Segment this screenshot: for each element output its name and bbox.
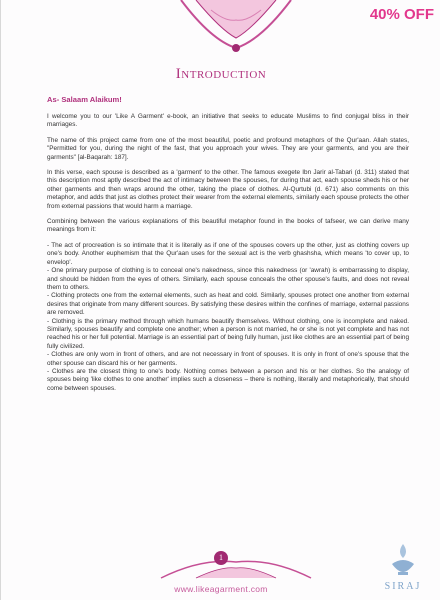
bullet-item: - One primary purpose of clothing is to conceal one's nakedness, since this nakedness (or 'awrah) is embarrassing to display, and should be hidden from the eyes of others. Similarly, each spouse conceals the other spouse's faults, and does not reveal them to others. xyxy=(47,267,409,291)
lamp-icon xyxy=(388,542,418,576)
paragraph: The name of this project came from one of the most beautiful, poetic and profound metaphors of the Qur'aan. Allah states, "Permitted for you, during the night of the fast, that you approach your wives. They are your garments, and you are their garments" [al-Baqarah: 187]. xyxy=(47,136,409,161)
watermark-text: SIRAJ xyxy=(384,581,422,592)
page-number: 1 xyxy=(214,551,228,565)
floral-ornament-bottom xyxy=(151,548,321,582)
page-title: Introduction xyxy=(175,66,267,82)
bullet-item: - The act of procreation is so intimate that it is literally as if one of the spouses covers up the other, just as clothing covers up one's body. Another euphemism that the Qur'aan uses for the sexual act is the verb ghashsha, which means 'to cover up, to envelop'. xyxy=(47,241,409,266)
greeting-heading: As- Salaam Alaikum! xyxy=(47,95,122,104)
bullet-item: - Clothes are only worn in front of others, and are not necessary in front of spouses. It is only in front of one's spouse that the other spouse can discard his or her garments. xyxy=(47,351,409,367)
discount-badge: 40% OFF xyxy=(369,6,434,23)
body-text xyxy=(47,113,409,393)
paragraph: In this verse, each spouse is described as a 'garment' to the other. The famous exegete Ibn Jarir al-Tabari (d. 311) stated that this description most aptly described the act of intimacy between the spouses, for during that act, each spouse sheds his or her other garments and then wraps around the other, taking the place of clothes. Al-Qurtubi (d. 671) also comments on this metaphor, and adds that just as clothes protect their wearer from the external elements, similarly each spouse protects the other from external passions that would harm a marriage. xyxy=(47,169,409,210)
bullet-item: - Clothes are the closest thing to one's body. Nothing comes between a person and his or her clothes. So the analogy of spouses being 'like clothes to one another' implies such a closeness – there is nothing, literally and metaphorically, that should come between spouses. xyxy=(47,367,409,392)
siraj-watermark xyxy=(374,542,432,592)
floral-ornament-top xyxy=(171,0,301,55)
paragraph: I welcome you to our 'Like A Garment' e-book, an initiative that seeks to educate Muslims to find conjugal bliss in their marriages. xyxy=(47,113,409,129)
bullet-item: - Clothing is the primary method through which humans beautify themselves. Without clothing, one is incomplete and naked. Similarly, spouses beautify and complete one another; when a person is not married, he or she is not yet complete and has not reached his or her full potential. Marriage is an essential part of being fully human, just like clothes are an essential part of being fully civilized. xyxy=(47,317,409,350)
website-url: www.likeagarment.com xyxy=(174,584,268,594)
paragraph: Combining between the various explanations of this beautiful metaphor found in the books of tafseer, we can derive many meanings from it: xyxy=(47,218,409,234)
bullet-item: - Clothing protects one from the external elements, such as heat and cold. Similarly, spouses protect one another from external desires that originate from many different sources. By satisfying these desires within the confines of marriage, external passions are removed. xyxy=(47,292,409,317)
